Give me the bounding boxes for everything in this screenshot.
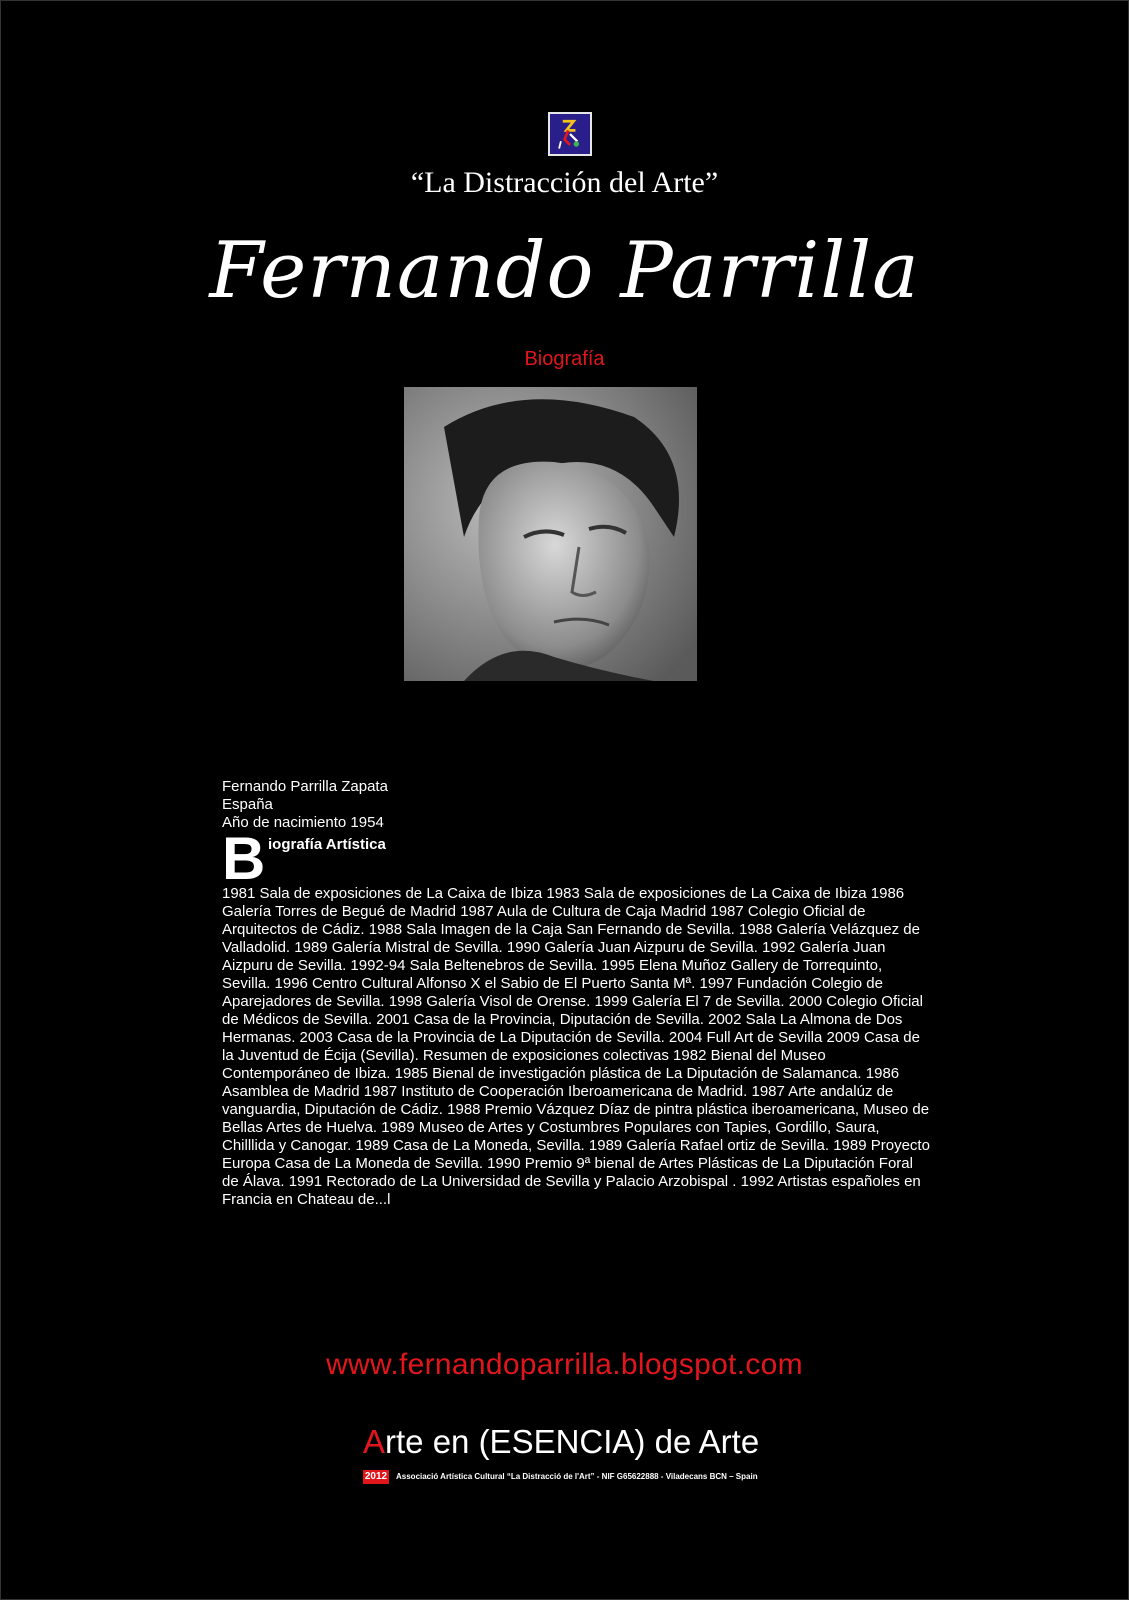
- biography-heading-text: iografía Artística: [268, 836, 386, 853]
- artist-country: España: [222, 796, 273, 813]
- organization-title-accent: A: [363, 1423, 386, 1460]
- event-title: “La Distracción del Arte”: [410, 166, 719, 199]
- artist-birth-year: Año de nacimiento 1954: [222, 814, 384, 831]
- biography-heading: [222, 825, 388, 892]
- website-link[interactable]: www.fernandoparrilla.blogspot.com: [326, 1348, 803, 1381]
- drop-cap: B: [222, 825, 266, 892]
- organization-title: [363, 1423, 759, 1461]
- abstract-figure-logo-icon: [548, 112, 592, 156]
- artist-name-title: Fernando Parrilla: [209, 226, 920, 316]
- year-badge: 2012: [364, 1471, 388, 1482]
- biography-text: 1981 Sala de exposiciones de La Caixa de Ibiza 1983 Sala de exposiciones de La Caixa de Ibiza 1986 Galería Torres de Begué de Madrid 1987 Aula de Cultura de Caja Madrid 1987 Colegio Oficial de Arquitectos de Cádiz. 1988 Sala Imagen de la Caja San Fernando de Sevilla. 1988 Galería Velázquez de Valladolid. 1989 Galería Mistral de Sevilla. 1990 Galería Juan Aizpuru de Sevilla. 1992 Galería Juan Aizpuru de Sevilla. 1992-94 Sala Beltenebros de Sevilla. 1995 Elena Muñoz Gallery de Torrequinto, Sevilla. 1996 Centro Cultural Alfonso X el Sabio de El Puerto Santa Mª. 1997 Fundación Colegio de Aparejadores de Sevilla. 1998 Galería Visol de Orense. 1999 Galería El 7 de Sevilla. 2000 Colegio Oficial de Médicos de Sevilla. 2001 Casa de la Provincia, Diputación de Sevilla. 2002 Sala La Almona de Dos Hermanas. 2003 Casa de la Provincia de La Diputación de Sevilla. 2004 Full Art de Sevilla 2009 Casa de la Juventud de Écija (Sevilla). Resumen de exposiciones colectivas 1982 Bienal del Museo Contemporáneo de Ibiza. 1985 Bienal de investigación plástica de La Diputación de Salamanca. 1986 Asamblea de Madrid 1987 Instituto de Cooperación Iberoamericana de Madrid. 1987 Arte andalúz de vanguardia, Diputación de Cádiz. 1988 Premio Vázquez Díaz de pintra plástica iberoamericana, Museo de Bellas Artes de Huelva. 1989 Museo de Artes y Costumbres Populares con Tapies, Gordillo, Saura, Chilllida y Canogar. 1989 Casa de La Moneda, Sevilla. 1989 Galería Rafael ortiz de Sevilla. 1989 Proyecto Europa Casa de La Moneda de Sevilla. 1990 Premio 9ª bienal de Artes Plásticas de La Diputación Foral de Álava. 1991 Rectorado de La Universidad de Sevilla y Palacio Arzobispal . 1992 Artistas españoles en Francia en Chateau de...l: [222, 885, 930, 1208]
- artist-portrait: [404, 387, 697, 681]
- organization-title-rest: rte en (ESENCIA) de Arte: [385, 1423, 760, 1460]
- footer-note: Associació Artística Cultural “La Distracció de l'Art” - NIF G65622888 - Viladecans BCN – Spain: [396, 1472, 758, 1481]
- biography-subtitle: Biografía: [524, 348, 605, 370]
- artist-info: [222, 778, 388, 890]
- artist-full-name: Fernando Parrilla Zapata: [222, 778, 388, 795]
